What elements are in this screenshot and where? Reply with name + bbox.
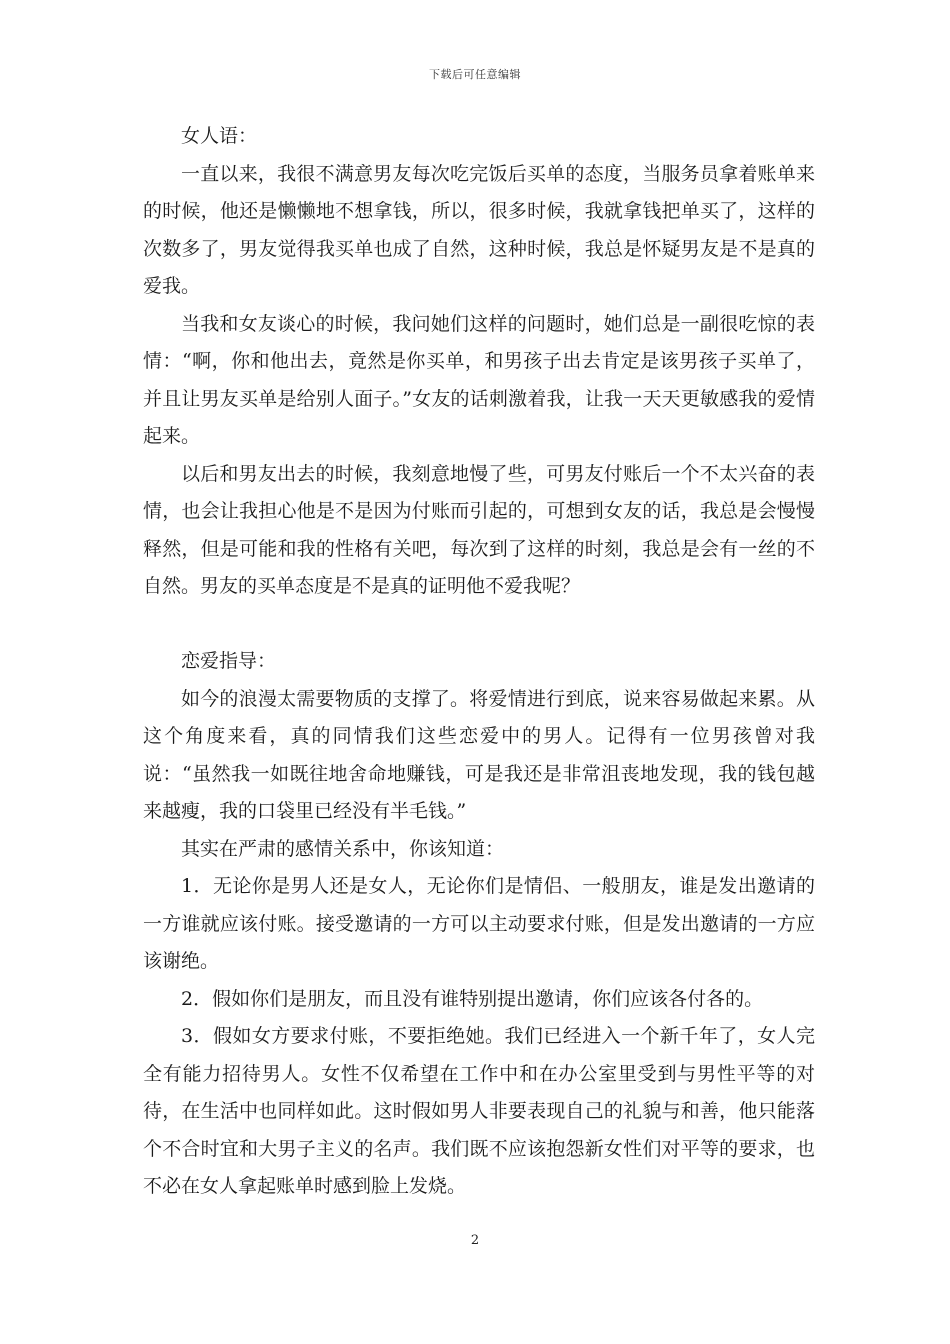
paragraph: 当我和女友谈心的时候，我问她们这样的问题时，她们总是一副很吃惊的表情：“啊，你和他出去，竟然是你买单，和男孩子出去肯定是该男孩子买单了，并且让男友买单是给别人面子。”女友的话刺激着我，让我一天天更敏感我的爱情起来。 — [143, 312, 815, 447]
page-content — [143, 118, 815, 1206]
section-title-woman: 女人语： — [181, 125, 258, 147]
paragraph: 一直以来，我很不满意男友每次吃完饭后买单的态度，当服务员拿着账单来的时候，他还是懒懒地不想拿钱，所以，很多时候，我就拿钱把单买了，这样的次数多了，男友觉得我买单也成了自然，这种时候，我总是怀疑男友是不是真的爱我。 — [143, 162, 815, 297]
list-item: 1．无论你是男人还是女人，无论你们是情侣、一般朋友，谁是发出邀请的一方谁就应该付账。接受邀请的一方可以主动要求付账，但是发出邀请的一方应该谢绝。 — [143, 875, 815, 972]
list-item: 3．假如女方要求付账，不要拒绝她。我们已经进入一个新千年了，女人完全有能力招待男人。女性不仅希望在工作中和在办公室里受到与男性平等的对待，在生活中也同样如此。这时假如男人非要表现自己的礼貌与和善，他只能落个不合时宜和大男子主义的名声。我们既不应该抱怨新女性们对平等的要求，也不必在女人拿起账单时感到脸上发烧。 — [143, 1025, 815, 1197]
section-spacer — [143, 606, 815, 644]
page-header: 下载后可任意编辑 — [429, 68, 521, 81]
section-title-advice: 恋爱指导： — [181, 650, 277, 672]
paragraph: 以后和男友出去的时候，我刻意地慢了些，可男友付账后一个不太兴奋的表情，也会让我担心他是不是因为付账而引起的，可想到女友的话，我总是会慢慢释然，但是可能和我的性格有关吧，每次到了这样的时刻，我总是会有一丝的不自然。男友的买单态度是不是真的证明他不爱我呢？ — [143, 462, 815, 597]
paragraph: 如今的浪漫太需要物质的支撑了。将爱情进行到底，说来容易做起来累。从这个角度来看，真的同情我们这些恋爱中的男人。记得有一位男孩曾对我说：“虽然我一如既往地舍命地赚钱，可是我还是非常沮丧地发现，我的钱包越来越瘦，我的口袋里已经没有半毛钱。” — [143, 687, 815, 822]
paragraph: 其实在严肃的感情关系中，你该知道： — [181, 837, 505, 860]
page-number: 2 — [470, 1233, 480, 1248]
list-item: 2．假如你们是朋友，而且没有谁特别提出邀请，你们应该各付各的。 — [181, 987, 764, 1010]
